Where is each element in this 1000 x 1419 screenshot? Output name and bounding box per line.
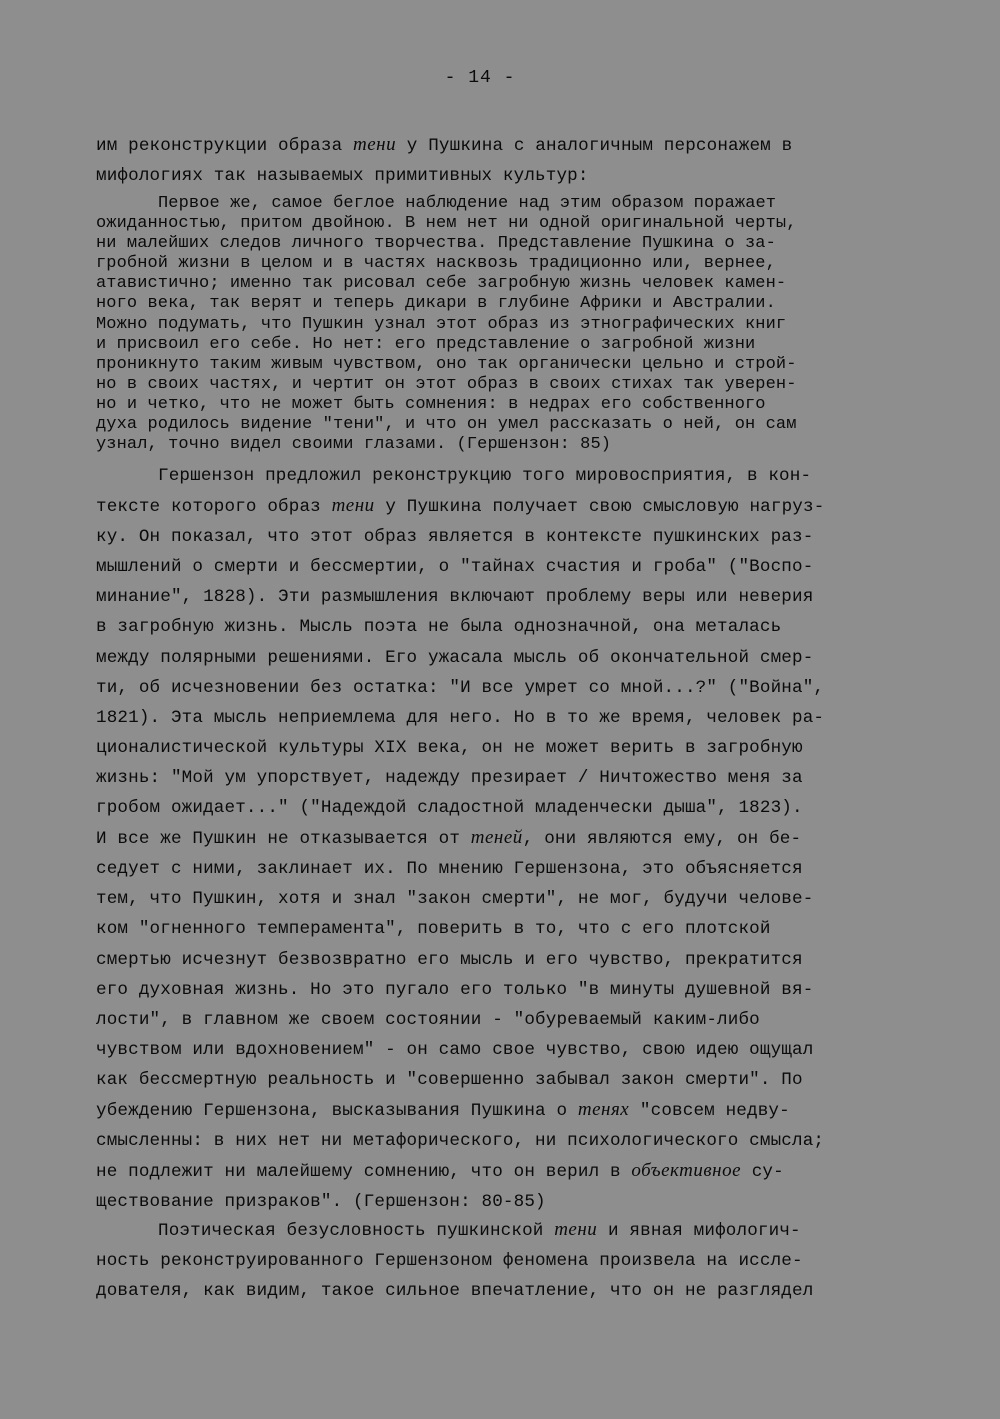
text-run: проникнуто таким живым чувством, оно так органически цельно и строй- [96,354,797,374]
text-run: минание", 1828). Эти размышления включают проблему веры или неверия [96,587,814,608]
italic-word: объективное [631,1160,741,1182]
text-run: Гершензон предложил реконструкцию того мировосприятия, в кон- [158,466,812,486]
text-run: ществование призраков". (Гершензон: 80-85) [96,1192,546,1213]
text-line [96,522,916,552]
text-run: ционалистической культуры XIX века, он не может верить в загробную [96,737,803,758]
italic-word: тени [554,1219,598,1240]
italic-word: тени [331,495,375,517]
text-line [96,1215,916,1246]
text-run: лости", в главном же своем состоянии - "обуреваемый каким-либо [96,1009,760,1030]
paragraph-poetic [96,1215,916,1306]
text-run: Можно подумать, что Пушкин узнал этот образ из этнографических книг [96,314,787,334]
text-line [96,854,916,884]
text-line [96,1156,916,1187]
text-run: дователя, как видим, такое сильное впечатление, что он не разглядел [96,1281,814,1302]
text-line [96,823,916,854]
text-run: у Пушкина получает свою смысловую нагруз- [374,497,825,518]
text-line [96,1095,916,1126]
text-line [96,1035,916,1065]
text-run: Поэтическая безусловность пушкинской [158,1221,555,1241]
text-run: 1821). Эта мысль неприемлема для него. Но в то же время, человек ра- [96,707,825,728]
text-line [96,315,916,335]
text-line [96,375,916,395]
text-line [96,793,916,823]
text-line [96,234,916,254]
text-run: чувством или вдохновением" - он само свое чувство, свою идею ощущал [96,1039,814,1060]
text-line [96,1005,916,1035]
text-line [96,214,916,234]
text-line [96,1187,916,1217]
text-run: им реконструкции образа [96,136,353,156]
text-run: гробной жизни в целом и в частях насквозь традиционно или, вернее, [96,254,776,274]
text-line [96,763,916,793]
text-line [96,254,916,274]
text-run: тем, что Пушкин, хотя и знал "закон смерти", не мог, будучи челове- [96,889,814,910]
text-run: "совсем недву- [629,1100,790,1121]
text-run: смертью исчезнут безвозвратно его мысль и его чувство, прекратится [96,949,803,970]
text-run: между полярными решениями. Его ужасала мысль об окончательной смер- [96,647,814,668]
text-run: ку. Он показал, что этот образ является в контексте пушкинских раз- [96,527,814,548]
text-run: смысленны: в них нет ни метафорического, ни психологического смысла; [96,1131,825,1152]
text-line [96,582,916,612]
text-run: атавистично; именно так рисовал себе загробную жизнь человек камен- [96,274,787,294]
text-line [96,643,916,673]
text-run: и присвоил его себе. Но нет: его представление о загробной жизни [96,334,756,354]
italic-word: тени [353,134,397,155]
text-line [96,1126,916,1156]
text-run: в загробную жизнь. Мысль поэта не была однозначной, она металась [96,617,782,638]
text-line [96,194,916,214]
text-run: ожиданностью, притом двойною. В нем нет ни одной оригинальной черты, [96,214,797,234]
italic-word: теней [470,827,523,849]
text-line [96,945,916,975]
text-run: тексте которого образ [96,497,332,518]
italic-word: тенях [577,1098,630,1120]
text-run: жизнь: "Мой ум упорствует, надежду презирает / Ничтожество меня за [96,767,803,788]
text-line [96,914,916,944]
text-run: мышлений о смерти и бессмертии, о "тайнах счастия и гроба" ("Воспо- [96,557,814,578]
text-line [96,552,916,582]
text-line [96,294,916,314]
text-run: ти, об исчезновении без остатка: "И все умрет со мной...?" ("Война", [96,677,825,698]
text-line [96,435,916,455]
text-run: и явная мифологич- [597,1221,801,1241]
text-line [96,975,916,1005]
text-line [96,1276,916,1306]
text-line [96,884,916,914]
text-run: И все же Пушкин не отказывается от [96,829,471,850]
text-line [96,355,916,375]
text-run: седует с ними, заклинает их. По мнению Гершензона, это объясняется [96,859,803,880]
text-run: ного века, так верят и теперь дикари в глубине Африки и Австралии. [96,294,776,314]
text-run: ни малейших следов личного творчества. Представление Пушкина о за- [96,234,776,254]
text-run: духа родилось видение "тени", и что он умел рассказать о ней, он сам [96,415,797,435]
text-line [96,130,916,161]
text-line [96,491,916,522]
text-run: его духовная жизнь. Но это пугало его только "в минуты душевной вя- [96,979,814,1000]
paragraph-intro [96,130,916,191]
text-run: у Пушкина с аналогичным персонажем в [396,136,793,156]
text-line [96,733,916,763]
text-run: узнал, точно видел своими глазами. (Гершензон: 85) [96,435,612,455]
text-line [96,161,916,191]
text-line [96,274,916,294]
text-run: убеждению Гершензона, высказывания Пушкина о [96,1100,578,1121]
text-line [96,1065,916,1095]
text-run: Первое же, самое беглое наблюдение над этим образом поражает [158,194,777,213]
text-run: как бессмертную реальность и "совершенно забывал закон смерти". По [96,1069,803,1090]
text-line [96,1246,916,1276]
text-line [96,612,916,642]
text-line [96,461,916,491]
paragraph-gershenzon [96,461,916,1217]
text-line [96,395,916,415]
text-run: , они являются ему, он бе- [522,829,802,850]
text-run: ком "огненного темперамента", поверить в то, что с его плотской [96,919,771,940]
text-run: су- [741,1162,784,1183]
text-line [96,673,916,703]
text-run: но в своих частях, и чертит он этот образ в своих стихах так уверен- [96,374,797,394]
page-number: - 14 - [444,68,516,88]
text-line [96,335,916,355]
text-run: ность реконструированного Гершензоном феномена произвела на иссле- [96,1251,803,1272]
text-run: но и четко, что не может быть сомнения: в недрах его собственного [96,394,766,414]
text-run: не подлежит ни малейшему сомнению, что он верил в [96,1162,632,1183]
text-line [96,415,916,435]
text-line [96,703,916,733]
block-quote [96,194,916,455]
text-run: гробом ожидает..." ("Надеждой сладостной младенчески дыша", 1823). [96,798,803,819]
text-run: мифологиях так называемых примитивных культур: [96,166,589,187]
